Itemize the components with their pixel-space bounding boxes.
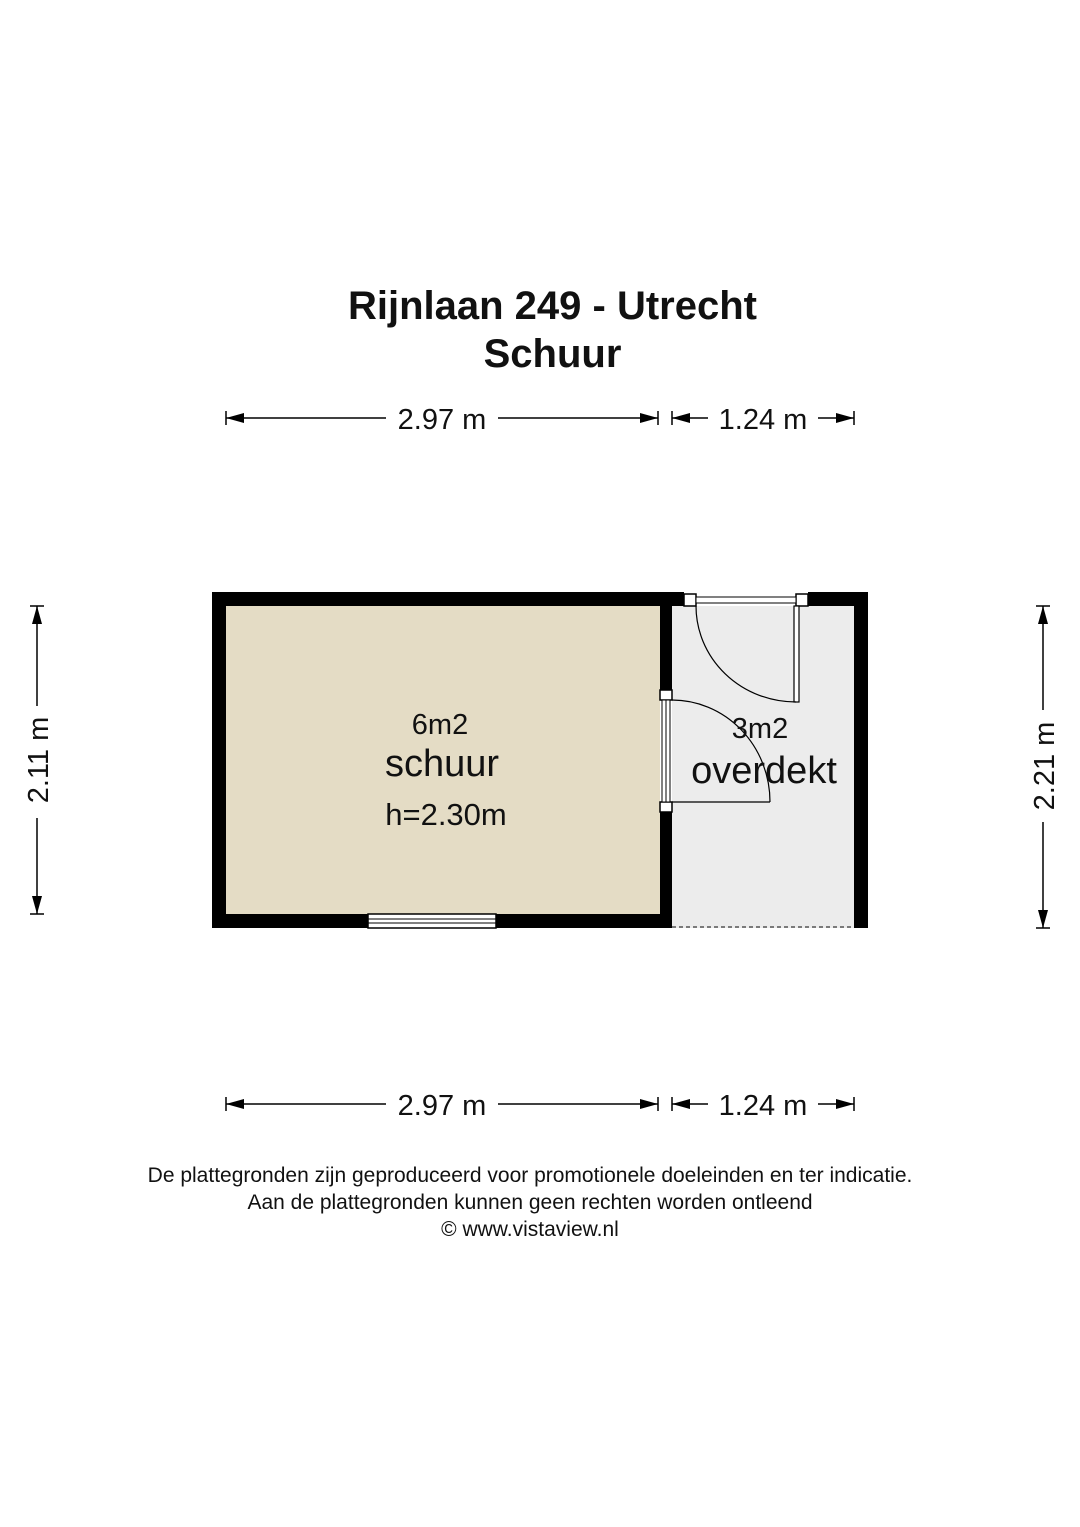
floor-subtitle: Schuur (483, 332, 622, 376)
disclaimer-line-1: De plattegronden zijn geproduceerd voor promotionele doeleinden en ter indicatie. (147, 1164, 913, 1187)
window-bottom (368, 914, 496, 928)
overdekt-name-label: overdekt (691, 750, 837, 792)
bottom-left-dimension: 2.97 m (397, 1090, 487, 1122)
disclaimer-line-2: Aan de plattegronden kunnen geen rechten worden ontleend (247, 1191, 813, 1214)
top-left-dimension: 2.97 m (397, 404, 487, 436)
copyright-link[interactable]: © www.vistaview.nl (441, 1218, 619, 1241)
left-height-dimension: 2.11 m (23, 716, 55, 804)
address-title: Rijnlaan 249 - Utrecht (347, 284, 757, 328)
schuur-height-label: h=2.30m (385, 797, 507, 832)
bottom-right-dimension: 1.24 m (718, 1090, 808, 1122)
top-right-dimension: 1.24 m (718, 404, 808, 436)
right-height-dimension: 2.21 m (1029, 721, 1061, 811)
overdekt-area-label: 3m2 (731, 713, 789, 745)
schuur-name-label: schuur (384, 743, 500, 785)
schuur-area-label: 6m2 (411, 709, 469, 741)
